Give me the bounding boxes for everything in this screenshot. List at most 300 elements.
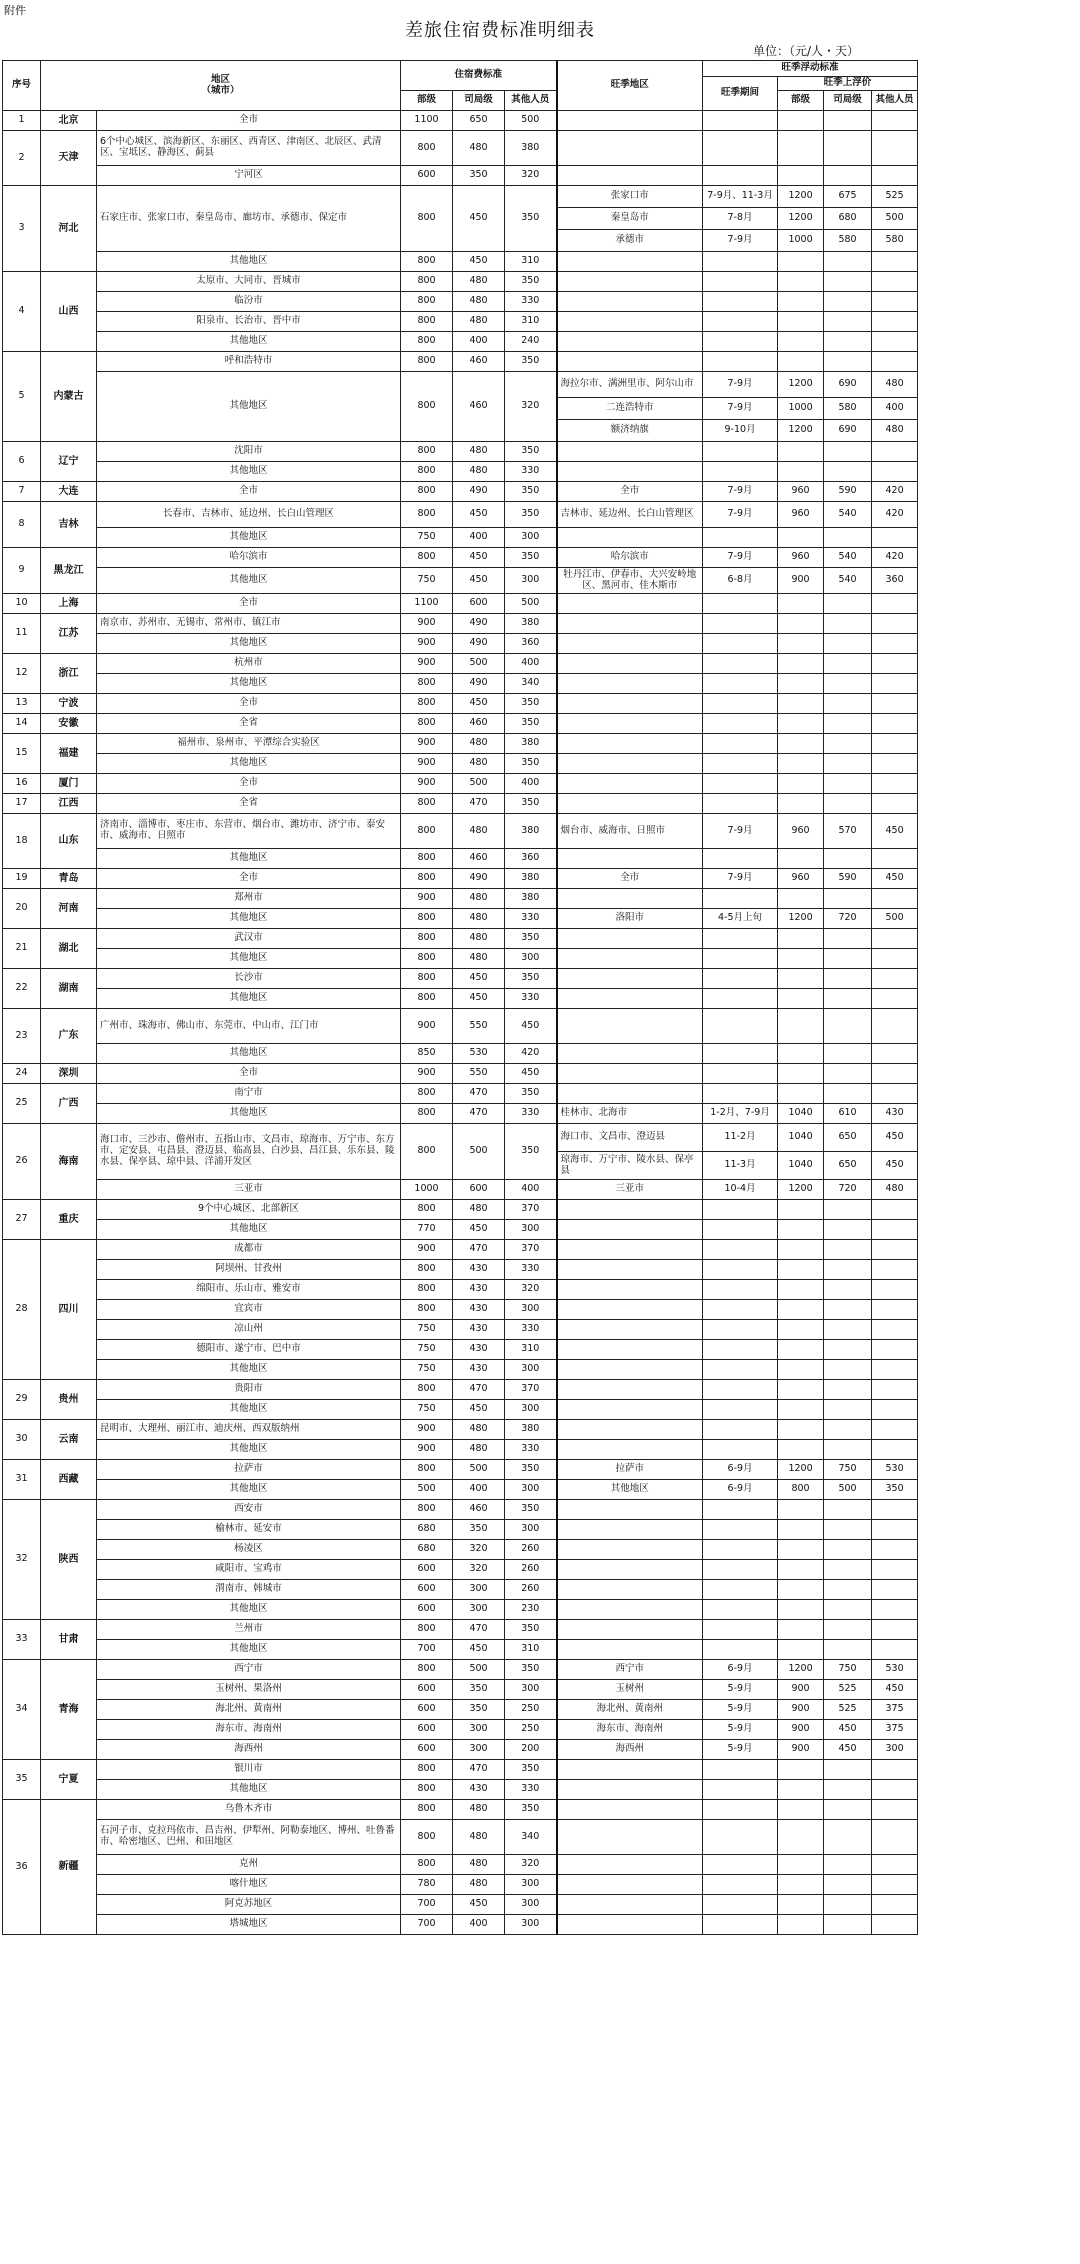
bureau-rate: 530 [453, 1044, 505, 1064]
peak-bureau-rate: 540 [824, 568, 872, 594]
dept-rate: 800 [401, 131, 453, 166]
other-rate: 300 [505, 1520, 557, 1540]
table-row [3, 1895, 918, 1915]
peak-dept-rate-empty [778, 1875, 824, 1895]
peak-other-rate-empty [872, 734, 918, 754]
province-name: 湖南 [41, 969, 97, 1009]
peak-period: 5-9月 [703, 1680, 778, 1700]
seq-cell: 11 [3, 614, 41, 654]
table-row [3, 949, 918, 969]
table-row [3, 1400, 918, 1420]
dept-rate: 750 [401, 1320, 453, 1340]
peak-region-empty [557, 1855, 703, 1875]
table-row [3, 814, 918, 849]
peak-period-empty [703, 131, 778, 166]
peak-region: 吉林市、延边州、长白山管理区 [557, 502, 703, 528]
dept-rate: 800 [401, 1460, 453, 1480]
peak-bureau-rate-empty [824, 312, 872, 332]
seq-cell: 30 [3, 1420, 41, 1460]
peak-bureau-rate-empty [824, 442, 872, 462]
peak-period-empty [703, 312, 778, 332]
peak-period-empty [703, 1440, 778, 1460]
city-cell: 全市 [97, 482, 401, 502]
province-name: 福建 [41, 734, 97, 774]
other-rate: 340 [505, 674, 557, 694]
peak-other-rate-empty [872, 111, 918, 131]
peak-other-rate-empty [872, 166, 918, 186]
dept-rate: 900 [401, 1440, 453, 1460]
province-name: 河北 [41, 186, 97, 272]
peak-bureau-rate-empty [824, 1820, 872, 1855]
dept-rate: 900 [401, 1420, 453, 1440]
peak-other-rate: 525 [872, 186, 918, 208]
peak-dept-rate-empty [778, 1620, 824, 1640]
table-row [3, 929, 918, 949]
peak-period-empty [703, 1620, 778, 1640]
peak-other-rate-empty [872, 1915, 918, 1935]
table-row [3, 694, 918, 714]
bureau-rate: 460 [453, 372, 505, 442]
dept-rate: 600 [401, 166, 453, 186]
peak-dept-rate: 1200 [778, 909, 824, 929]
other-rate: 330 [505, 1320, 557, 1340]
table-row [3, 1680, 918, 1700]
table-row [3, 1560, 918, 1580]
peak-other-rate-empty [872, 1500, 918, 1520]
city-cell: 银川市 [97, 1760, 401, 1780]
province-name: 宁波 [41, 694, 97, 714]
peak-bureau-rate: 540 [824, 548, 872, 568]
province-name: 云南 [41, 1420, 97, 1460]
table-row [3, 969, 918, 989]
table-row [3, 1580, 918, 1600]
peak-bureau-rate-empty [824, 1875, 872, 1895]
peak-period-empty [703, 1084, 778, 1104]
peak-bureau-rate-empty [824, 1780, 872, 1800]
peak-bureau-rate-empty [824, 1580, 872, 1600]
dept-rate: 800 [401, 352, 453, 372]
peak-dept-rate-empty [778, 1009, 824, 1044]
peak-bureau-rate-empty [824, 929, 872, 949]
dept-rate: 900 [401, 654, 453, 674]
city-cell: 海东市、海南州 [97, 1720, 401, 1740]
dept-rate: 800 [401, 1855, 453, 1875]
dept-rate: 900 [401, 889, 453, 909]
bureau-rate: 430 [453, 1260, 505, 1280]
peak-bureau-rate-empty [824, 1895, 872, 1915]
city-cell: 全市 [97, 1064, 401, 1084]
peak-period-empty [703, 1560, 778, 1580]
peak-dept-rate-empty [778, 1820, 824, 1855]
table-row [3, 909, 918, 929]
city-cell: 昆明市、大理州、丽江市、迪庆州、西双版纳州 [97, 1420, 401, 1440]
peak-dept-rate-empty [778, 949, 824, 969]
peak-dept-rate-empty [778, 111, 824, 131]
peak-region-empty [557, 849, 703, 869]
other-rate: 350 [505, 186, 557, 252]
peak-other-rate-empty [872, 614, 918, 634]
dept-rate: 680 [401, 1540, 453, 1560]
bureau-rate: 470 [453, 1620, 505, 1640]
peak-other-rate-empty [872, 332, 918, 352]
table-row [3, 1420, 918, 1440]
peak-region-empty [557, 292, 703, 312]
peak-dept-rate: 1040 [778, 1104, 824, 1124]
peak-dept-rate: 800 [778, 1480, 824, 1500]
peak-other-rate-empty [872, 292, 918, 312]
seq-cell: 29 [3, 1380, 41, 1420]
city-cell: 兰州市 [97, 1620, 401, 1640]
peak-dept-rate: 1200 [778, 1180, 824, 1200]
peak-other-rate-empty [872, 1420, 918, 1440]
peak-period: 5-9月 [703, 1740, 778, 1760]
city-cell: 长春市、吉林市、延边州、长白山管理区 [97, 502, 401, 528]
other-rate: 450 [505, 1064, 557, 1084]
peak-dept-rate-empty [778, 1380, 824, 1400]
peak-region-empty [557, 1400, 703, 1420]
peak-bureau-rate: 580 [824, 230, 872, 252]
bureau-rate: 350 [453, 1700, 505, 1720]
bureau-rate: 450 [453, 186, 505, 252]
peak-region-empty [557, 1640, 703, 1660]
peak-other-rate-empty [872, 634, 918, 654]
city-cell: 西宁市 [97, 1660, 401, 1680]
peak-period-empty [703, 674, 778, 694]
table-row [3, 734, 918, 754]
col-lodging: 住宿费标准 [401, 61, 557, 91]
peak-other-rate: 480 [872, 1180, 918, 1200]
bureau-rate: 470 [453, 1104, 505, 1124]
dept-rate: 800 [401, 332, 453, 352]
dept-rate: 600 [401, 1680, 453, 1700]
peak-period-empty [703, 594, 778, 614]
seq-cell: 20 [3, 889, 41, 929]
peak-bureau-rate-empty [824, 1380, 872, 1400]
dept-rate: 600 [401, 1700, 453, 1720]
peak-other-rate: 300 [872, 1740, 918, 1760]
peak-period-empty [703, 654, 778, 674]
peak-other-rate-empty [872, 1895, 918, 1915]
seq-cell: 4 [3, 272, 41, 352]
peak-region-empty [557, 1820, 703, 1855]
peak-bureau-rate: 750 [824, 1660, 872, 1680]
table-row [3, 1480, 918, 1500]
peak-bureau-rate-empty [824, 654, 872, 674]
peak-dept-rate-empty [778, 1640, 824, 1660]
city-cell: 榆林市、延安市 [97, 1520, 401, 1540]
table-row [3, 1200, 918, 1220]
peak-region-empty [557, 989, 703, 1009]
peak-dept-rate-empty [778, 1580, 824, 1600]
other-rate: 380 [505, 869, 557, 889]
bureau-rate: 480 [453, 1875, 505, 1895]
dept-rate: 800 [401, 1820, 453, 1855]
peak-other-rate: 420 [872, 548, 918, 568]
dept-rate: 800 [401, 1620, 453, 1640]
peak-bureau-rate-empty [824, 1340, 872, 1360]
table-row [3, 1700, 918, 1720]
bureau-rate: 430 [453, 1340, 505, 1360]
peak-other-rate: 450 [872, 1152, 918, 1180]
peak-region-empty [557, 1044, 703, 1064]
seq-cell: 17 [3, 794, 41, 814]
province-name: 西藏 [41, 1460, 97, 1500]
bureau-rate: 450 [453, 548, 505, 568]
dept-rate: 900 [401, 754, 453, 774]
peak-bureau-rate-empty [824, 252, 872, 272]
peak-region: 二连浩特市 [557, 398, 703, 420]
city-cell: 凉山州 [97, 1320, 401, 1340]
other-rate: 330 [505, 909, 557, 929]
peak-region-empty [557, 1895, 703, 1915]
peak-bureau-rate-empty [824, 1500, 872, 1520]
peak-other-rate-empty [872, 1580, 918, 1600]
peak-bureau-rate-empty [824, 614, 872, 634]
dept-rate: 800 [401, 1280, 453, 1300]
table-row [3, 252, 918, 272]
other-rate: 300 [505, 1480, 557, 1500]
city-cell: 西安市 [97, 1500, 401, 1520]
peak-dept-rate-empty [778, 1895, 824, 1915]
city-cell: 其他地区 [97, 1360, 401, 1380]
peak-dept-rate: 1000 [778, 398, 824, 420]
col-peak-float: 旺季浮动标准 [703, 61, 918, 77]
peak-bureau-rate-empty [824, 1800, 872, 1820]
peak-region: 三亚市 [557, 1180, 703, 1200]
city-cell: 贵阳市 [97, 1380, 401, 1400]
table-row [3, 1124, 918, 1152]
peak-dept-rate-empty [778, 594, 824, 614]
peak-dept-rate: 960 [778, 814, 824, 849]
peak-period: 9-10月 [703, 420, 778, 442]
peak-other-rate-empty [872, 1640, 918, 1660]
table-row [3, 1660, 918, 1680]
other-rate: 320 [505, 1280, 557, 1300]
city-cell: 克州 [97, 1855, 401, 1875]
peak-region-empty [557, 462, 703, 482]
peak-bureau-rate-empty [824, 1600, 872, 1620]
peak-other-rate-empty [872, 1600, 918, 1620]
city-cell: 阿克苏地区 [97, 1895, 401, 1915]
peak-other-rate-empty [872, 1360, 918, 1380]
province-name: 安徽 [41, 714, 97, 734]
bureau-rate: 450 [453, 252, 505, 272]
peak-region-empty [557, 1220, 703, 1240]
peak-period-empty [703, 614, 778, 634]
dept-rate: 800 [401, 949, 453, 969]
province-name: 广西 [41, 1084, 97, 1124]
other-rate: 300 [505, 1915, 557, 1935]
other-rate: 300 [505, 1680, 557, 1700]
bureau-rate: 480 [453, 272, 505, 292]
other-rate: 310 [505, 1340, 557, 1360]
peak-other-rate-empty [872, 272, 918, 292]
dept-rate: 800 [401, 1760, 453, 1780]
peak-period-empty [703, 292, 778, 312]
other-rate: 400 [505, 1180, 557, 1200]
bureau-rate: 300 [453, 1580, 505, 1600]
bureau-rate: 430 [453, 1320, 505, 1340]
dept-rate: 900 [401, 1064, 453, 1084]
peak-other-rate-empty [872, 1240, 918, 1260]
dept-rate: 600 [401, 1580, 453, 1600]
other-rate: 300 [505, 1360, 557, 1380]
peak-other-rate-empty [872, 1280, 918, 1300]
peak-period-empty [703, 634, 778, 654]
peak-other-rate-empty [872, 1620, 918, 1640]
province-name: 吉林 [41, 502, 97, 548]
city-cell: 喀什地区 [97, 1875, 401, 1895]
province-name: 辽宁 [41, 442, 97, 482]
peak-region: 秦皇岛市 [557, 208, 703, 230]
peak-other-rate-empty [872, 1520, 918, 1540]
other-rate: 350 [505, 1800, 557, 1820]
other-rate: 350 [505, 929, 557, 949]
other-rate: 260 [505, 1560, 557, 1580]
peak-bureau-rate: 590 [824, 482, 872, 502]
peak-bureau-rate-empty [824, 634, 872, 654]
city-cell: 福州市、泉州市、平潭综合实验区 [97, 734, 401, 754]
peak-dept-rate: 1200 [778, 186, 824, 208]
table-row [3, 989, 918, 1009]
province-name: 湖北 [41, 929, 97, 969]
table-row [3, 1300, 918, 1320]
dept-rate: 800 [401, 849, 453, 869]
peak-other-rate: 400 [872, 398, 918, 420]
bureau-rate: 470 [453, 1084, 505, 1104]
city-cell: 杭州市 [97, 654, 401, 674]
peak-bureau-rate-empty [824, 272, 872, 292]
peak-period: 11-3月 [703, 1152, 778, 1180]
table-row [3, 548, 918, 568]
peak-region-empty [557, 312, 703, 332]
peak-bureau-rate: 675 [824, 186, 872, 208]
peak-dept-rate-empty [778, 1855, 824, 1875]
other-rate: 310 [505, 312, 557, 332]
bureau-rate: 430 [453, 1360, 505, 1380]
dept-rate: 800 [401, 869, 453, 889]
peak-region: 桂林市、北海市 [557, 1104, 703, 1124]
seq-cell: 19 [3, 869, 41, 889]
peak-period-empty [703, 1915, 778, 1935]
dept-rate: 700 [401, 1915, 453, 1935]
table-row [3, 1460, 918, 1480]
dept-rate: 800 [401, 694, 453, 714]
city-cell: 宜宾市 [97, 1300, 401, 1320]
peak-period-empty [703, 1300, 778, 1320]
seq-cell: 8 [3, 502, 41, 548]
peak-region-empty [557, 1420, 703, 1440]
bureau-rate: 480 [453, 292, 505, 312]
table-row [3, 186, 918, 208]
peak-period: 7-9月 [703, 482, 778, 502]
other-rate: 330 [505, 462, 557, 482]
other-rate: 330 [505, 1104, 557, 1124]
bureau-rate: 480 [453, 442, 505, 462]
dept-rate: 800 [401, 1500, 453, 1520]
table-row [3, 1084, 918, 1104]
bureau-rate: 480 [453, 462, 505, 482]
peak-period-empty [703, 1820, 778, 1855]
seq-cell: 12 [3, 654, 41, 694]
bureau-rate: 480 [453, 889, 505, 909]
peak-bureau-rate: 650 [824, 1152, 872, 1180]
peak-region-empty [557, 166, 703, 186]
peak-dept-rate-empty [778, 1420, 824, 1440]
other-rate: 350 [505, 1660, 557, 1680]
seq-cell: 9 [3, 548, 41, 594]
city-cell: 其他地区 [97, 949, 401, 969]
peak-bureau-rate-empty [824, 1640, 872, 1660]
province-name: 广东 [41, 1009, 97, 1064]
other-rate: 400 [505, 774, 557, 794]
city-cell: 临汾市 [97, 292, 401, 312]
city-cell: 石家庄市、张家口市、秦皇岛市、廊坊市、承德市、保定市 [97, 186, 401, 252]
other-rate: 260 [505, 1540, 557, 1560]
peak-period-empty [703, 528, 778, 548]
col-region-label: 地区 [211, 73, 231, 85]
peak-period-empty [703, 352, 778, 372]
peak-period-empty [703, 1064, 778, 1084]
peak-period-empty [703, 442, 778, 462]
peak-bureau-rate-empty [824, 734, 872, 754]
province-name: 贵州 [41, 1380, 97, 1420]
peak-region-empty [557, 1760, 703, 1780]
peak-bureau-rate-empty [824, 166, 872, 186]
bureau-rate: 600 [453, 594, 505, 614]
peak-bureau-rate-empty [824, 969, 872, 989]
bureau-rate: 480 [453, 814, 505, 849]
peak-period: 6-9月 [703, 1480, 778, 1500]
peak-period: 5-9月 [703, 1700, 778, 1720]
dept-rate: 900 [401, 614, 453, 634]
table-row [3, 1380, 918, 1400]
table-row [3, 1740, 918, 1760]
peak-other-rate-empty [872, 1084, 918, 1104]
peak-dept-rate-empty [778, 1360, 824, 1380]
col-peak-period: 旺季期间 [703, 77, 778, 111]
bureau-rate: 470 [453, 1760, 505, 1780]
col-peak-dept: 部级 [778, 91, 824, 111]
dept-rate: 800 [401, 1260, 453, 1280]
other-rate: 350 [505, 1500, 557, 1520]
peak-region-empty [557, 694, 703, 714]
peak-dept-rate-empty [778, 1400, 824, 1420]
other-rate: 340 [505, 1820, 557, 1855]
dept-rate: 800 [401, 372, 453, 442]
peak-dept-rate-empty [778, 634, 824, 654]
province-name: 黑龙江 [41, 548, 97, 594]
province-name: 青海 [41, 1660, 97, 1760]
peak-other-rate: 500 [872, 909, 918, 929]
bureau-rate: 600 [453, 1180, 505, 1200]
peak-other-rate: 480 [872, 372, 918, 398]
peak-dept-rate-empty [778, 694, 824, 714]
city-cell: 咸阳市、宝鸡市 [97, 1560, 401, 1580]
city-cell: 其他地区 [97, 462, 401, 482]
peak-other-rate-empty [872, 594, 918, 614]
peak-bureau-rate-empty [824, 1240, 872, 1260]
other-rate: 450 [505, 1009, 557, 1044]
table-row [3, 1260, 918, 1280]
peak-other-rate-empty [872, 1560, 918, 1580]
peak-region-empty [557, 1560, 703, 1580]
seq-cell: 14 [3, 714, 41, 734]
other-rate: 380 [505, 1420, 557, 1440]
peak-dept-rate: 960 [778, 869, 824, 889]
dept-rate: 680 [401, 1520, 453, 1540]
city-cell: 海口市、三沙市、儋州市、五指山市、文昌市、琼海市、万宁市、东方市、定安县、屯昌县、澄迈县、临高县、白沙县、昌江县、乐东县、陵水县、保亭县、琼中县、洋浦开发区 [97, 1124, 401, 1180]
